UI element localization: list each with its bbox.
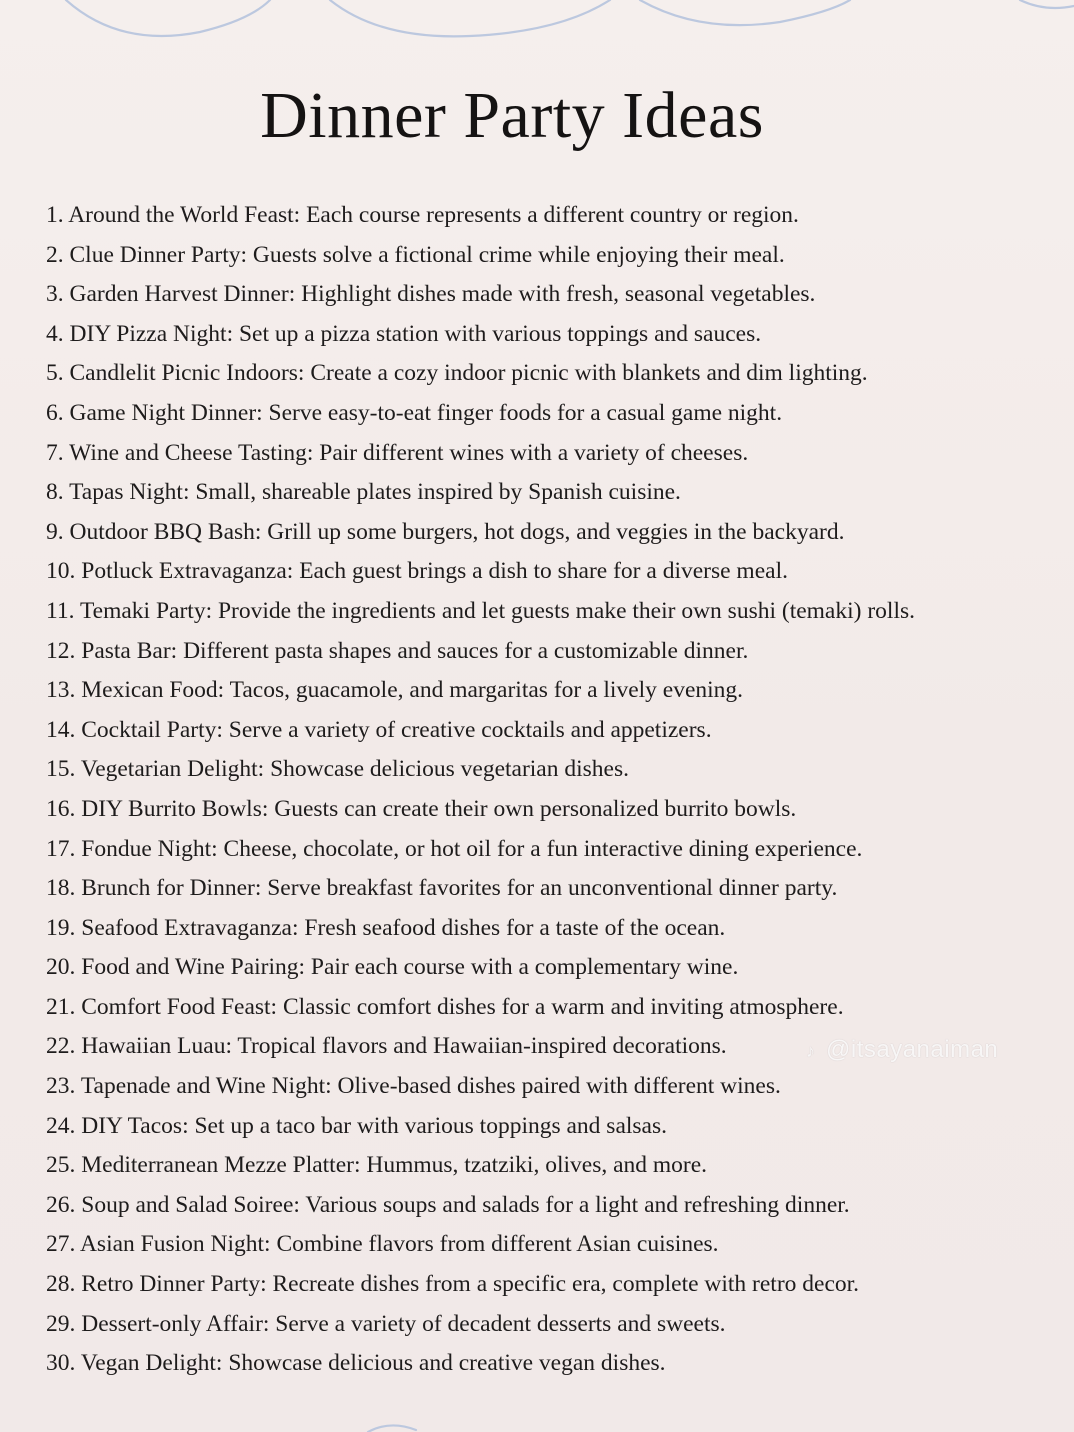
page-title: Dinner Party Ideas <box>260 79 764 152</box>
watermark <box>806 1036 998 1064</box>
list-item: 11. Temaki Party: Provide the ingredients and let guests make their own sushi (temaki) rolls. <box>46 597 915 624</box>
tiktok-icon: ♪ <box>806 1041 816 1061</box>
ideas-list <box>46 196 1056 1384</box>
list-item: 21. Comfort Food Feast: Classic comfort dishes for a warm and inviting atmosphere. <box>46 993 844 1020</box>
list-item: 29. Dessert-only Affair: Serve a variety of decadent desserts and sweets. <box>46 1310 726 1337</box>
list-item: 12. Pasta Bar: Different pasta shapes and sauces for a customizable dinner. <box>46 637 749 664</box>
list-item: 6. Game Night Dinner: Serve easy-to-eat finger foods for a casual game night. <box>46 399 783 426</box>
list-item: 10. Potluck Extravaganza: Each guest brings a dish to share for a diverse meal. <box>46 558 788 585</box>
list-item: 18. Brunch for Dinner: Serve breakfast favorites for an unconventional dinner party. <box>46 875 838 902</box>
list-item: 3. Garden Harvest Dinner: Highlight dishes made with fresh, seasonal vegetables. <box>46 281 816 308</box>
list-item: 15. Vegetarian Delight: Showcase delicious vegetarian dishes. <box>46 756 629 783</box>
list-item: 16. DIY Burrito Bowls: Guests can create their own personalized burrito bowls. <box>46 795 797 822</box>
list-item: 17. Fondue Night: Cheese, chocolate, or hot oil for a fun interactive dining experience. <box>46 835 863 862</box>
list-item: 22. Hawaiian Luau: Tropical flavors and Hawaiian-inspired decorations. <box>46 1033 727 1060</box>
list-item: 27. Asian Fusion Night: Combine flavors from different Asian cuisines. <box>46 1231 719 1258</box>
list-item: 19. Seafood Extravaganza: Fresh seafood dishes for a taste of the ocean. <box>46 914 726 941</box>
list-item: 23. Tapenade and Wine Night: Olive-based dishes paired with different wines. <box>46 1073 781 1100</box>
list-item: 7. Wine and Cheese Tasting: Pair different wines with a variety of cheeses. <box>46 439 749 466</box>
list-item: 13. Mexican Food: Tacos, guacamole, and margaritas for a lively evening. <box>46 677 744 704</box>
list-item: 14. Cocktail Party: Serve a variety of creative cocktails and appetizers. <box>46 716 712 743</box>
list-item: 24. DIY Tacos: Set up a taco bar with various toppings and salsas. <box>46 1112 667 1139</box>
list-item: 26. Soup and Salad Soiree: Various soups and salads for a light and refreshing dinner. <box>46 1191 850 1218</box>
list-item: 30. Vegan Delight: Showcase delicious and creative vegan dishes. <box>46 1350 666 1377</box>
list-item: 20. Food and Wine Pairing: Pair each course with a complementary wine. <box>46 954 739 981</box>
list-item: 25. Mediterranean Mezze Platter: Hummus, tzatziki, olives, and more. <box>46 1152 708 1179</box>
list-item: 4. DIY Pizza Night: Set up a pizza station with various toppings and sauces. <box>46 320 762 347</box>
list-item: 5. Candlelit Picnic Indoors: Create a cozy indoor picnic with blankets and dim lighting. <box>46 360 868 387</box>
list-item: 9. Outdoor BBQ Bash: Grill up some burgers, hot dogs, and veggies in the backyard. <box>46 518 845 545</box>
list-item: 8. Tapas Night: Small, shareable plates inspired by Spanish cuisine. <box>46 479 681 506</box>
list-item: 2. Clue Dinner Party: Guests solve a fictional crime while enjoying their meal. <box>46 241 785 268</box>
list-item: 1. Around the World Feast: Each course represents a different country or region. <box>46 202 799 228</box>
watermark-handle: @itsayanaiman <box>826 1036 999 1063</box>
list-item: 28. Retro Dinner Party: Recreate dishes from a specific era, complete with retro decor. <box>46 1271 860 1298</box>
